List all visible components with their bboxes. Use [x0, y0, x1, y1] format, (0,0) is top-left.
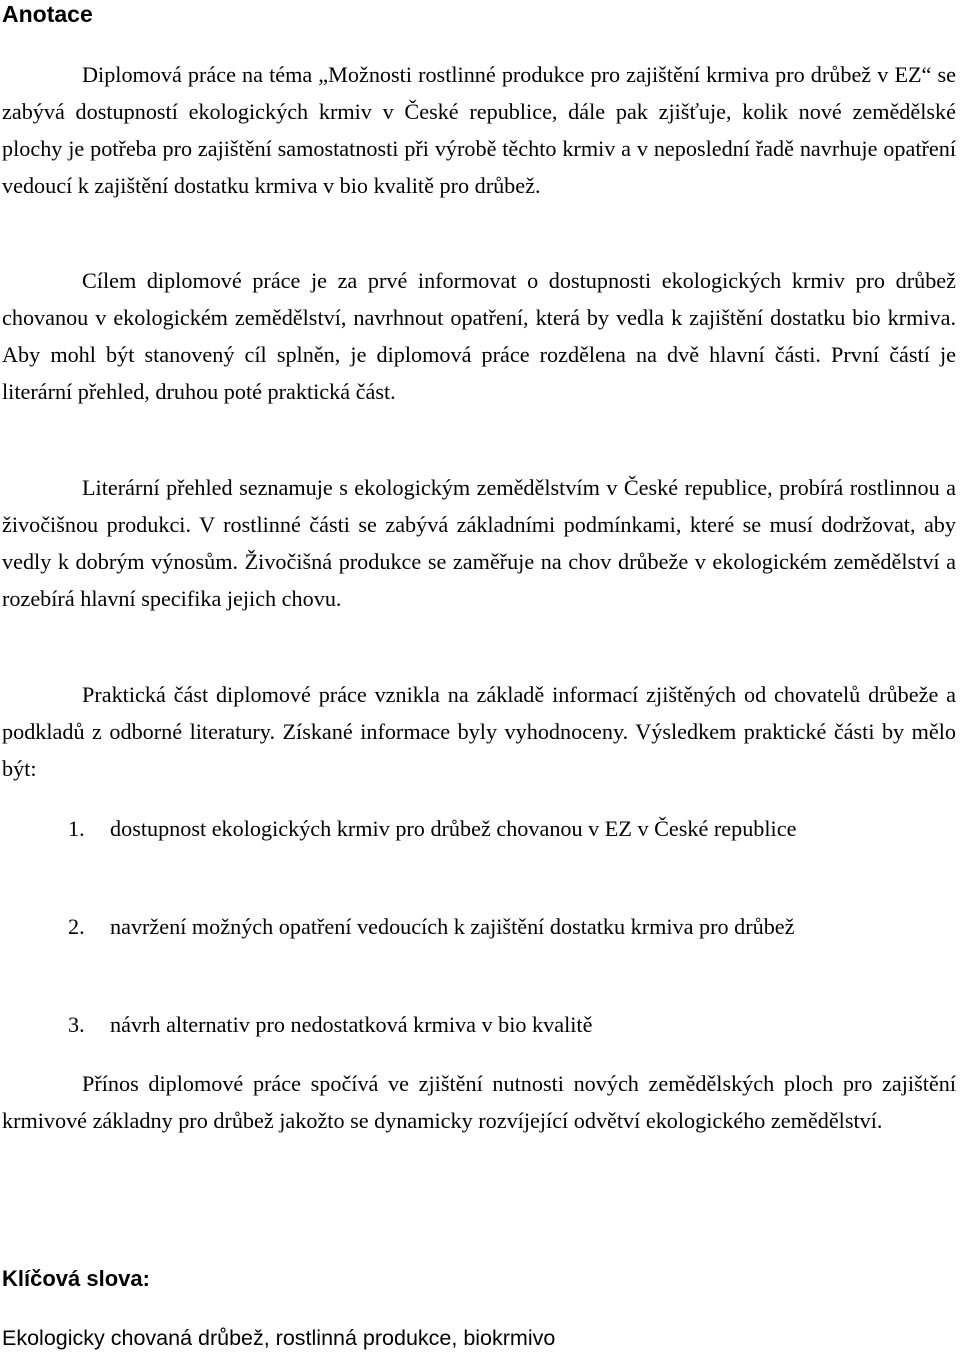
list-item	[68, 810, 956, 847]
list-item	[68, 1006, 956, 1043]
list-item-text: návrh alternativ pro nedostatková krmiva v bio kvalitě	[110, 1012, 593, 1037]
paragraph-goal: Cílem diplomové práce je za prvé informovat o dostupnosti ekologických krmiv pro drůbež chovanou v ekologickém zemědělství, navrhnout opatření, která by vedla k zajištění dostatku bio krmiva. Aby mohl být stanovený cíl splněn, je diplomová práce rozdělena na dvě hlavní části. První částí je literární přehled, druhou poté praktická část.	[2, 268, 956, 404]
list-item-number: 2.	[68, 914, 85, 939]
list-item-text: navržení možných opatření vedoucích k zajištění dostatku krmiva pro drůbež	[110, 914, 795, 939]
keywords-heading: Klíčová slova:	[2, 1266, 150, 1291]
list-item-number: 1.	[68, 816, 85, 841]
paragraph-literature: Literární přehled seznamuje s ekologickým zemědělstvím v České republice, probírá rostlinnou a živočišnou produkci. V rostlinné části se zabývá základními podmínkami, které se musí dodržovat, aby vedly k dobrým výnosům. Živočišná produkce se zaměřuje na chov drůbeže v ekologickém zemědělství a rozebírá hlavní specifika jejich chovu.	[2, 475, 956, 611]
list-item	[68, 908, 956, 945]
list-item-number: 3.	[68, 1012, 85, 1037]
keywords-text: Ekologicky chovaná drůbež, rostlinná produkce, biokrmivo	[2, 1326, 556, 1350]
list-item-text: dostupnost ekologických krmiv pro drůbež chovanou v EZ v České republice	[110, 816, 797, 841]
page-title: Anotace	[2, 1, 93, 27]
paragraph-intro: Diplomová práce na téma „Možnosti rostlinné produkce pro zajištění krmiva pro drůbež v EZ“ se zabývá dostupností ekologických krmiv v České republice, dále pak zjišťuje, kolik nové zemědělské plochy je potřeba pro zajištění samostatnosti při výrobě těchto krmiv a v neposlední řadě navrhuje opatření vedoucí k zajištění dostatku krmiva v bio kvalitě pro drůbež.	[2, 62, 956, 198]
paragraph-contribution: Přínos diplomové práce spočívá ve zjištění nutnosti nových zemědělských ploch pro zajištění krmivové základny pro drůbež jakožto se dynamicky rozvíjející odvětví ekologického zemědělství.	[2, 1071, 956, 1133]
paragraph-practical: Praktická část diplomové práce vznikla na základě informací zjištěných od chovatelů drůbeže a podkladů z odborné literatury. Získané informace byly vyhodnoceny. Výsledkem praktické části by mělo být:	[2, 682, 956, 781]
